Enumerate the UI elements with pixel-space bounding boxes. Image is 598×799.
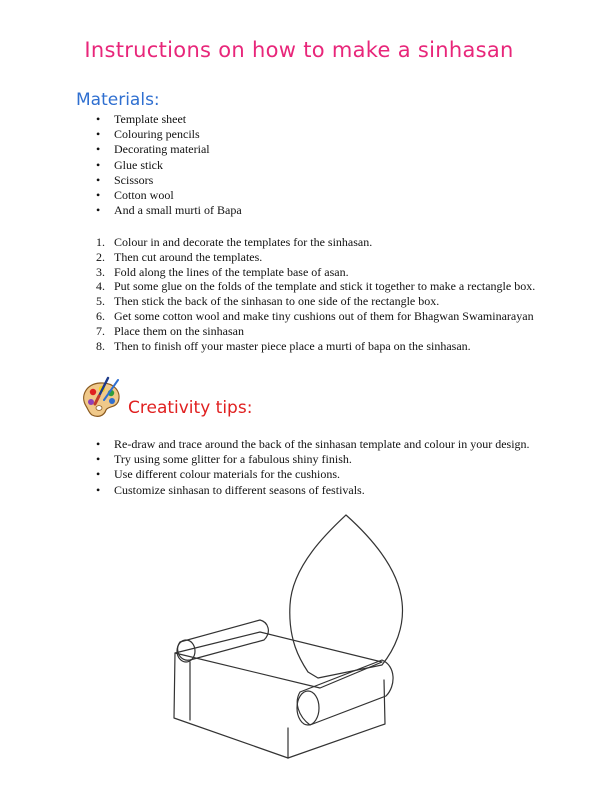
step-number: 5.	[96, 294, 105, 309]
step-item	[96, 250, 546, 265]
step-text: Then cut around the templates.	[114, 249, 263, 264]
step-item	[96, 324, 546, 339]
step-item	[96, 265, 546, 280]
list-item: • Glue stick	[96, 158, 242, 173]
step-item	[96, 294, 546, 309]
step-number: 4.	[96, 279, 105, 294]
list-item: • Colouring pencils	[96, 127, 242, 142]
sinhasan-seat	[175, 632, 382, 688]
list-item: • Scissors	[96, 173, 242, 188]
list-item: • Template sheet	[96, 112, 242, 127]
step-number: 2.	[96, 249, 105, 264]
step-text: Then to finish off your master piece place a murti of bapa on the sinhasan.	[114, 338, 471, 353]
step-text: Colour in and decorate the templates for the sinhasan.	[114, 235, 373, 249]
step-number: 7.	[96, 323, 105, 338]
list-item: • Cotton wool	[96, 188, 242, 203]
step-text: Get some cotton wool and make tiny cushions out of them for Bhagwan Swaminarayan	[114, 308, 534, 323]
list-item: • Decorating material	[96, 142, 242, 157]
instruction-steps	[96, 235, 546, 353]
step-text: Then stick the back of the sinhasan to one side of the rectangle box.	[114, 294, 440, 309]
step-text: Fold along the lines of the template base of asan.	[114, 264, 349, 279]
list-item: • Re-draw and trace around the back of the sinhasan template and colour in your design.	[96, 437, 566, 452]
list-item: • And a small murti of Bapa	[96, 203, 242, 218]
step-item	[96, 339, 546, 354]
cushion-left	[178, 620, 269, 660]
step-number: 8.	[96, 338, 105, 353]
step-number: 1.	[96, 235, 105, 249]
step-item	[96, 309, 546, 324]
page-title: Instructions on how to make a sinhasan	[84, 38, 514, 62]
creativity-tips-list	[96, 437, 566, 498]
list-item: • Try using some glitter for a fabulous shiny finish.	[96, 452, 566, 467]
sinhasan-illustration	[160, 510, 430, 790]
paint-palette-icon	[78, 376, 124, 422]
step-number: 3.	[96, 264, 105, 279]
step-text: Place them on the sinhasan	[114, 323, 244, 338]
step-number: 6.	[96, 308, 105, 323]
creativity-tips-heading: Creativity tips:	[128, 398, 253, 418]
list-item: • Customize sinhasan to different seasons of festivals.	[96, 483, 566, 498]
list-item: • Use different colour materials for the cushions.	[96, 467, 566, 482]
materials-list	[96, 112, 242, 218]
step-text: Put some glue on the folds of the template and stick it together to make a rectangle box.	[114, 279, 536, 294]
materials-heading: Materials:	[76, 90, 160, 110]
step-item	[96, 235, 546, 250]
step-item	[96, 279, 546, 294]
